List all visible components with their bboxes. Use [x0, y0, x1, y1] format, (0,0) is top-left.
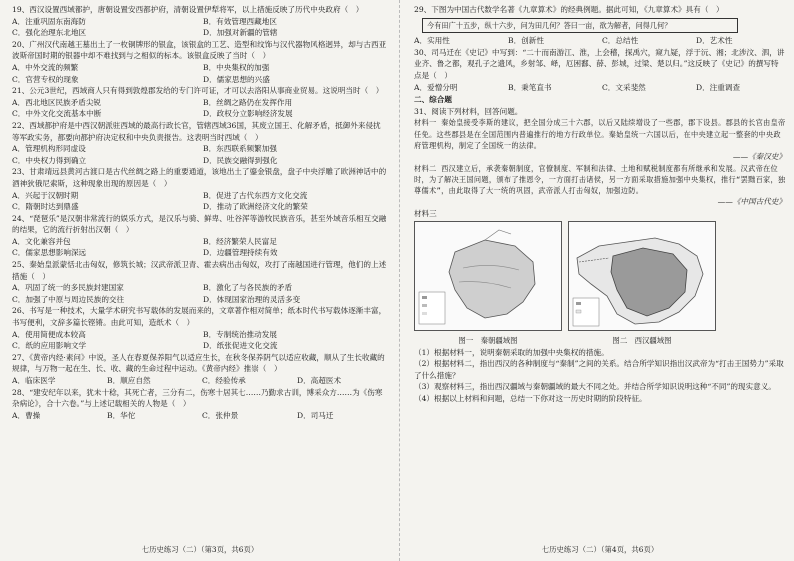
option-c: C．总结性: [602, 36, 639, 46]
option-d: D．纸张促进文化交流: [203, 341, 278, 351]
question-25: [12, 259, 388, 305]
question-text: 19、西汉设置西域都护，唐朝设置安西都护府，清朝设置伊犁将军，以上措施反映了历代中央政府（ ）: [12, 5, 364, 14]
question-text: 28、“建安纪年以来，犹未十稔，其死亡者，三分有二，伤寒十居其七……乃勤求古训，博采众方……为《伤寒杂病论》，合十六卷。”与上述记载相关的人物是（ ）: [12, 387, 383, 409]
option-b: B．中央集权的加强: [203, 62, 270, 72]
option-d: D．司马迁: [297, 410, 334, 420]
option-b: B．有效管理西藏地区: [203, 16, 277, 26]
question-text: 29、下图为中国古代数学名著《九章算术》的经典例题。据此可知，《九章算术》具有（ ）: [414, 5, 724, 14]
option-b: B．秉笔直书: [508, 82, 552, 92]
question-24: [12, 213, 388, 259]
option-b: B．东西联系频繁加强: [203, 144, 277, 154]
question-text: 31、阅读下列材料，回答问题。: [414, 106, 523, 116]
option-a: A．巩固了统一的多民族封建国家: [12, 283, 124, 293]
option-b: B．顺应自然: [107, 376, 151, 385]
map-figure-1: [414, 221, 562, 346]
material-two-source: ——《中国古代史》: [717, 197, 786, 207]
page-footer-right: 七历史练习（二）（第4页，共6页）: [541, 545, 659, 554]
section-heading: 二、综合题: [414, 95, 452, 105]
qin-territory-map: [414, 221, 562, 331]
left-page: [12, 4, 388, 421]
option-c: C．纸的应用影响文学: [12, 341, 87, 351]
option-b: B．经济繁荣人民富足: [203, 236, 277, 246]
map-caption-1: 图一 秦朝疆域图: [458, 335, 518, 345]
option-b: B．创新性: [508, 36, 544, 46]
option-d: D．政权分立影响经济发展: [203, 109, 293, 119]
question-23: [12, 166, 388, 212]
page-divider: [399, 0, 400, 561]
question-text: 20、广州汉代南越王墓出土了一枚铜牌形的银盒，该银盒的工艺、造型和纹饰与汉代器物风格迥异，却与古西亚波斯帝国时期的银器中却不难找到与之相似的标本。该银盒反映了当时（ ）: [12, 39, 387, 61]
question-text: 21、公元3世纪，西域商人只有得到敦煌郡发给的专门许可证，才可以去洛阳从事商业贸易。这说明当时（ ）: [12, 86, 384, 96]
option-a: A．曹操: [12, 410, 41, 420]
option-c: C．张仲景: [202, 410, 239, 420]
option-c: C．经验传承: [202, 376, 246, 385]
option-a: A．中外交流的频繁: [12, 62, 79, 72]
option-a: A．实用性: [414, 36, 450, 46]
option-a: A．文化兼容并包: [12, 236, 71, 246]
option-a: A．兴起于汉朝时期: [12, 190, 79, 200]
sub-question-1: （1）根据材料一，说明秦朝采取的加强中央集权的措施。: [414, 347, 609, 357]
question-text: 23、甘肃靖远县黄河古渡口是古代丝绸之路上的重要通道，该地出土了鎏金银盘，盘子中央浮雕了欧洲神话中的酒神狄俄尼索斯，这种现象出现的原因是（ ）: [12, 167, 387, 188]
sub-question-3: （3）观察材料三，指出西汉疆域与秦朝疆域的最大不同之处。并结合所学知识说明这种“不同”的现实意义。: [414, 382, 776, 392]
option-d: D．注重调查: [696, 82, 741, 92]
option-d: D．民族交融得到强化: [203, 155, 278, 165]
option-b: B．激化了与各民族的矛盾: [203, 283, 293, 293]
option-c: C．中外文化交流基本中断: [12, 109, 102, 119]
option-b: B．促进了古代东西方文化交流: [203, 190, 308, 200]
question-26: [12, 305, 388, 351]
option-d: D．边疆管理持续有效: [203, 248, 278, 258]
math-problem-box: 今有田广十五步，纵十六步，问为田几何？答曰一亩，欲为解者，问得几何？: [422, 18, 738, 34]
option-d: D．加强对新疆的管辖: [203, 28, 278, 38]
option-c: C．官营专权的现象: [12, 74, 79, 84]
material-one-source: ——《秦汉史》: [732, 151, 786, 161]
question-29: [414, 4, 786, 47]
option-b: B．丝绸之路仍在发挥作用: [203, 97, 293, 107]
question-31: [414, 106, 786, 405]
question-30: [414, 47, 786, 93]
option-b: B．专制统治推动发展: [203, 329, 277, 339]
option-a: A．管理机构形同虚设: [12, 144, 86, 154]
question-text: 24、“琵琶乐”是汉朝非常流行的娱乐方式，是汉乐与骑、鲜卑、吐谷浑等游牧民族音乐，甚至外域音乐相互交融的结果，它的流行折射出汉朝（ ）: [12, 213, 387, 235]
map-caption-2: 图二 西汉疆域图: [612, 335, 672, 345]
question-19: [12, 4, 388, 39]
option-a: A．西北地区民族矛盾尖锐: [12, 97, 102, 107]
sub-question-2: （2）根据材料二，指出西汉的各种制度与“秦制”之间的关系。结合所学知识指出汉武帝为“打击王国势力”采取了什么措施？: [414, 359, 784, 380]
right-page: [414, 4, 786, 405]
option-c: C．文采斐然: [602, 82, 646, 92]
question-27: [12, 352, 388, 387]
question-28: [12, 387, 388, 422]
question-22: [12, 120, 388, 166]
material-two: 材料二 西汉建立后，承袭秦朝制度，官僚制度、军制和法律、土地和赋税制度都有所继承和发展。汉武帝在位时，为了解决王国问题，颁布了推恩令，一方面打击诸侯，另一方面采取措施加强中央集权，推行“罢黜百家，独尊儒术”，由此取得了大一统的巩固，武帝派人打击匈奴，加强边防。: [414, 163, 786, 195]
option-c: C．中央权力得到确立: [12, 155, 87, 165]
option-b: B．华佗: [107, 410, 136, 420]
option-a: A．使用简便成本较高: [12, 329, 86, 339]
sub-question-4: （4）根据以上材料和问题，总结一下你对这一历史时期的阶段特征。: [414, 393, 647, 403]
option-a: A．注重巩固东南海防: [12, 16, 86, 26]
question-text: 26、书写是一种技术，大量学术研究书写载体的发展而来的，文章著作相对简单；纸本时代书写载体逐渐丰富，书写便利，文辞多篇长铿锵。由此可知，造纸术（ ）: [12, 306, 387, 328]
option-c: C．隋朝时达到鼎盛: [12, 202, 79, 212]
question-text: 27、《黄帝内经·素问》中说，圣人在春夏保养阳气以适应生长，在秋冬保养阴气以适应收藏，顺从了生长收藏的规律，与万物一起在生、长、收、藏的生命过程中运动。《黄帝内经》推崇（ ）: [12, 352, 385, 374]
option-c: C．加强了中原与周边民族的交往: [12, 294, 125, 304]
map-figure-2: [568, 221, 716, 346]
question-text: 22、西域都护府是中西汉朝派驻西域的最高行政长官，管辖西域36国，其废立国王、化解矛盾，抵御外来侵扰等军政实务，都要向都护府决定权和中央负责报告。这表明当时西域（ ）: [12, 120, 381, 142]
option-d: D．艺术性: [696, 36, 733, 46]
option-c: C．强化治理东北地区: [12, 28, 87, 38]
material-three-label: 材料三: [414, 208, 437, 218]
option-d: D．儒家思想的兴盛: [203, 74, 270, 84]
maps-row: [414, 221, 786, 346]
question-21: [12, 85, 388, 120]
option-d: D．体现国家治理的灵活多变: [203, 294, 301, 304]
option-c: C．儒家思想影响深远: [12, 248, 87, 258]
option-d: D．推动了欧洲经济文化的繁荣: [203, 202, 308, 212]
option-a: A．爱憎分明: [414, 82, 458, 92]
question-20: [12, 39, 388, 85]
option-d: D．高超医术: [297, 376, 342, 385]
western-han-territory-map: [568, 221, 716, 331]
option-a: A．临床医学: [12, 376, 56, 385]
question-text: 25、秦始皇派蒙恬北击匈奴，修筑长城；汉武帝派卫青、霍去病出击匈奴，攻打了南越国进行管理，他们的上述措施（ ）: [12, 260, 387, 281]
question-text: 30、司马迁在《史记》中写到：“二十而南游江、淮，上会稽，探禹穴，窥九疑，浮于沅、湘；北涉汶、泗，讲业齐、鲁之都，观孔子之遗风，乡射邹、峄，厄困鄱、薛、彭城，过梁、楚以归。”这反映了《史记》的撰写特点是（ ）: [414, 47, 785, 80]
page-footer-left: 七历史练习（二）（第3页，共6页）: [141, 545, 259, 554]
material-one: 材料一 秦始皇接受李斯的建议，把全国分成三十六郡，以后又陆续增设了一些郡，郡下设县。郡县的长官由皇帝任免。这些郡县是在全国范围内普遍推行的地方行政单位。秦始皇统一六国以后，在中央建立起一整套的中央政府管理机构，制定了全国统一的法律。: [414, 118, 786, 150]
